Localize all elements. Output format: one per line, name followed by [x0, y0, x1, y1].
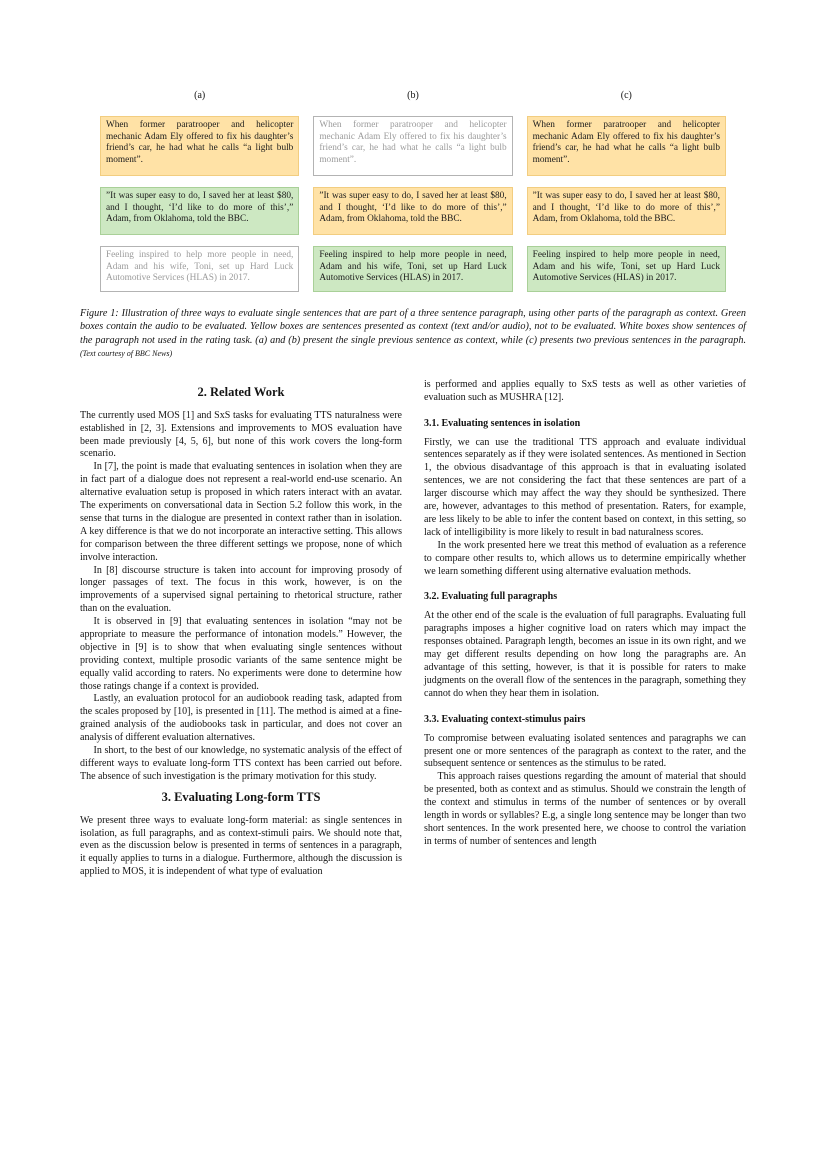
column-label-a: (a) [194, 90, 206, 101]
subsection-3-2-heading: 3.2. Evaluating full paragraphs [424, 591, 558, 603]
stimulus-box: Feeling inspired to help more people in need, Adam and his wife, Toni, set up Hard Luck Automotive Services (HLAS) in 2017. [527, 246, 726, 292]
context-box: ”It was super easy to do, I saved her at least $80, and I thought, ‘I’d like to do more of this’,” Adam, from Oklahoma, told the BBC. [527, 187, 726, 235]
section-2-heading: 2. Related Work [197, 384, 285, 399]
section-3-heading: 3. Evaluating Long-form TTS [161, 789, 321, 804]
figure-column-c [527, 90, 726, 292]
left-column [80, 379, 402, 879]
figure-column-b [313, 90, 512, 292]
paragraph: The currently used MOS [1] and SxS tasks for evaluating TTS naturalness were established in [2, 3]. Extensions and improvements to MOS evaluation have been made previously [4, 5, 6], but none of this work covers the long-form scenario. [80, 409, 402, 460]
stimulus-box: Feeling inspired to help more people in need, Adam and his wife, Toni, set up Hard Luck Automotive Services (HLAS) in 2017. [313, 246, 512, 292]
body-columns [80, 379, 746, 879]
column-label-b: (b) [407, 90, 419, 101]
paragraph: To compromise between evaluating isolated sentences and paragraphs we can present one or more sentences of the paragraph as context to the rater, and the subsequent sentence or sentences as the stimulus to be rated. [424, 732, 746, 770]
paragraph: It is observed in [9] that evaluating sentences in isolation “may not be appropriate to measure the performance of intonation models.” However, the objective in [9] is to show that when evaluating single sentences without providing context, multiple prosodic variants of the same sentence might be equally valid according to raters. No experiments were done to determine how those ratings change if a context is provided. [80, 616, 402, 692]
figure-caption [80, 307, 746, 361]
paragraph: At the other end of the scale is the evaluation of full paragraphs. Evaluating full paragraphs imposes a higher cognitive load on raters which may impact the responses obtained. Paragraph length, becomes an issue in its own right, and we may get different results depending on how long the paragraphs are. An advantage of this setting, however, is that it is possible for raters to make judgments on the overall flow of the sentences in the paragraph, something they cannot do when they hear them in isolation. [424, 610, 746, 699]
paragraph: In [8] discourse structure is taken into account for improving prosody of longer passages of text. The focus in this work, however, is on the improvements of a supervised signal pertaining to rhetorical structure, rather than on the evaluation. [80, 564, 402, 615]
figure-column-a [100, 90, 299, 292]
context-box: ”It was super easy to do, I saved her at least $80, and I thought, ‘I’d like to do more of this’,” Adam, from Oklahoma, told the BBC. [313, 187, 512, 235]
paragraph: is performed and applies equally to SxS tests as well as other varieties of evaluation such as MUSHRA [12]. [424, 378, 746, 403]
paragraph: In the work presented here we treat this method of evaluation as a reference to compare other results to, which allows us to determine empirically whether we learn something different using alternative evaluation methods. [424, 539, 746, 577]
figure-1 [100, 90, 726, 292]
paragraph: Firstly, we can use the traditional TTS approach and evaluate individual sentences separately as if they were isolated sentences. As mentioned in Section 1, the obvious disadvantage of this approach is that in evaluating isolated sentences, we are not considering the fact that these sentences are part of a larger discourse which may affect the way they should be synthesized. There are, however, advantages to this method of presentation. Raters, for example, are less likely to be able to infer the content based on context, in this setting, so lack of intelligibility is more likely to result in bad naturalness scores. [424, 436, 746, 538]
paragraph: We present three ways to evaluate long-form material: as single sentences in isolation, as full paragraphs, and as context-stimuli pairs. We should note that, even as the discussion below is presented in terms of sentences in a paragraph, it equally applies to turns in a dialogue. Furthermore, although the discussion is applied to MOS, it is independent of what type of evaluation [80, 814, 402, 878]
unused-box: When former paratrooper and helicopter mechanic Adam Ely offered to fix his daughter’s friend’s car, he had what he calls “a light bulb moment”. [313, 116, 512, 176]
paragraph: This approach raises questions regarding the amount of material that should be presented, both as context and as stimulus. Should we constrain the length of the context and stimulus in terms of the number of sentences or by overall length in words or syllables? E.g, a single long sentence may be longer than two short sentences. In the work presented here, we choose to control the variation in terms of number of sentences and length [424, 771, 746, 847]
column-label-c: (c) [620, 90, 632, 101]
paragraph: Lastly, an evaluation protocol for an audiobook reading task, adapted from the scales proposed by [10], is presented in [11]. The method is aimed at a fine-grained analysis of the audiobooks task in particular, and does not cover an analysis of different evaluation alternatives. [80, 693, 402, 744]
unused-box: Feeling inspired to help more people in need, Adam and his wife, Toni, set up Hard Luck Automotive Services (HLAS) in 2017. [100, 246, 299, 292]
subsection-3-1-heading: 3.1. Evaluating sentences in isolation [424, 417, 581, 429]
caption-credit: (Text courtesy of BBC News) [80, 349, 173, 359]
caption-text: Illustration of three ways to evaluate single sentences that are part of a three sentence paragraph, using other parts of the paragraph as context. Green boxes contain the audio to be evaluated. Yellow boxes are sentences presented as context (text and/or audio), not to be evaluated. White boxes show sentences of the paragraph not used in the rating task. (a) and (b) present the single previous sentence as context, while (c) presents two previous sentences in the paragraph. [80, 308, 747, 346]
subsection-3-3-heading: 3.3. Evaluating context-stimulus pairs [424, 713, 586, 725]
paragraph: In [7], the point is made that evaluating sentences in isolation when they are in fact part of a dialogue does not represent a real-world end-use scenario. An alternative evaluation setup is proposed in which raters interact with an avatar. The experiments on conversational data in Section 5.2 follow this work, in the sense that turns in the dialogue are presented in context rather than in isolation. A key difference is that we do not incorporate an interactive setting. This allows for comparison between the three different settings we propose, none of which involve interaction. [80, 461, 402, 563]
caption-label: Figure 1: [80, 308, 119, 319]
context-box: When former paratrooper and helicopter mechanic Adam Ely offered to fix his daughter’s friend’s car, he had what he calls “a light bulb moment”. [100, 116, 299, 176]
stimulus-box: ”It was super easy to do, I saved her at least $80, and I thought, ‘I’d like to do more of this’,” Adam, from Oklahoma, told the BBC. [100, 187, 299, 235]
paragraph: In short, to the best of our knowledge, no systematic analysis of the effect of different ways to evaluate long-form TTS context has been carried out before. The absence of such investigation is the primary motivation for this study. [80, 744, 402, 782]
context-box: When former paratrooper and helicopter mechanic Adam Ely offered to fix his daughter’s friend’s car, he had what he calls “a light bulb moment”. [527, 116, 726, 176]
right-column [424, 379, 746, 879]
